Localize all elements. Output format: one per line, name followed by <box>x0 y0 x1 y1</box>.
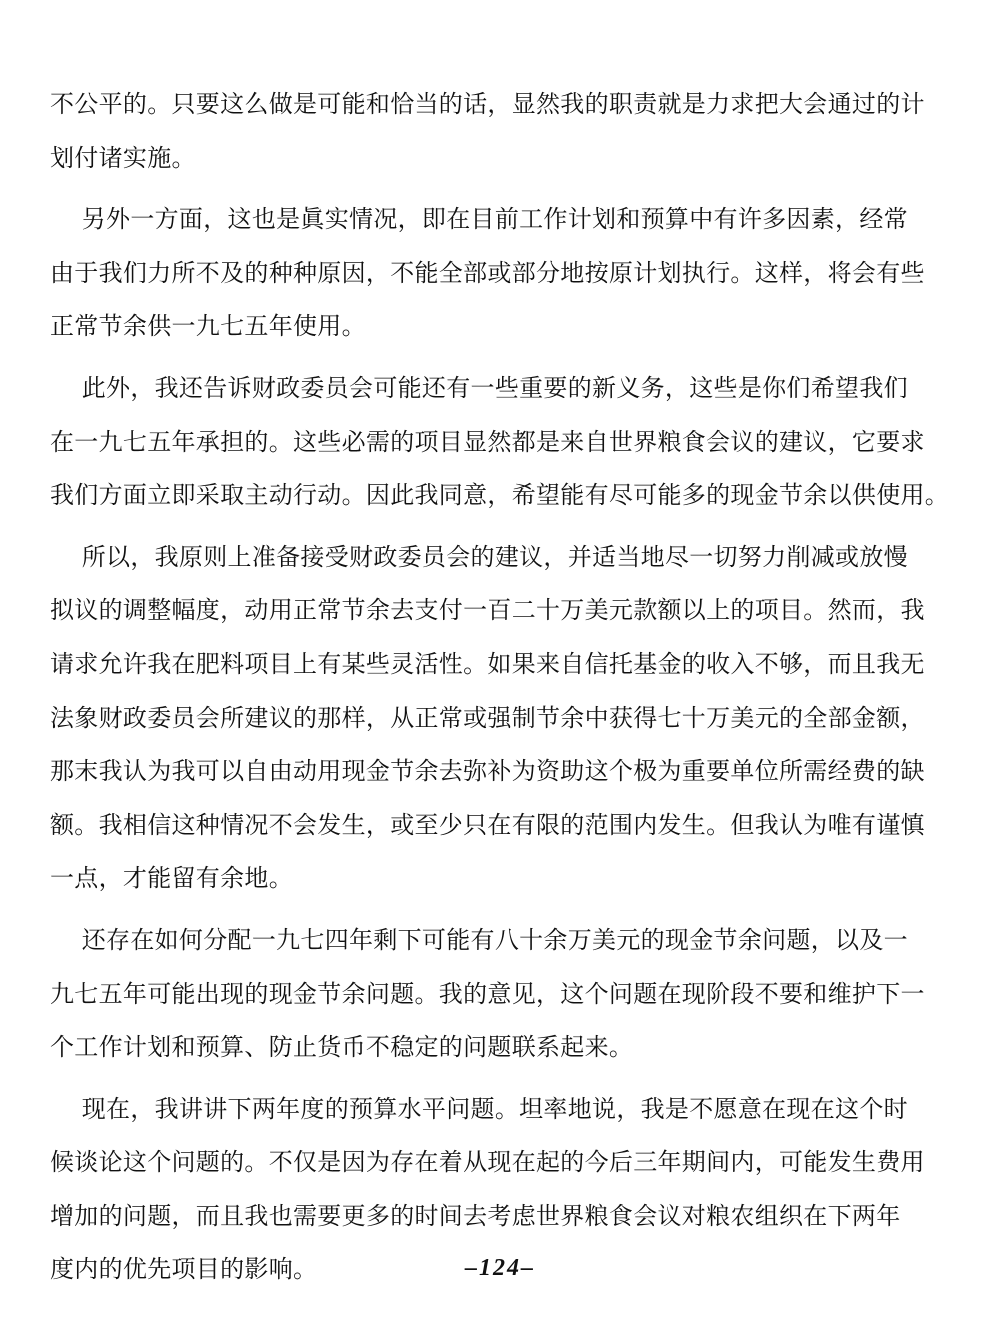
text-line: 正常节余供一九七五年使用。 <box>50 312 366 341</box>
text-line: 不公平的。只要这么做是可能和恰当的话，显然我的职责就是力求把大会通过的计 <box>50 90 925 118</box>
text-line: 此外，我还告诉财政委员会可能还有一些重要的新义务，这些是你们希望我们 <box>50 373 908 402</box>
text-line: 另外一方面，这也是眞实情况，即在目前工作计划和预算中有许多因素，经常 <box>50 205 908 234</box>
text-line: 拟议的调整幅度，动用正常节余去支付一百二十万美元款额以上的项目。然而，我 <box>50 596 925 625</box>
text-line: 度内的优先项目的影响。 <box>50 1255 318 1284</box>
text-line: 一点，才能留有余地。 <box>50 864 293 893</box>
text-line: 由于我们力所不及的种种原因，不能全部或部分地按原计划执行。这样，将会有些 <box>50 258 925 287</box>
text-line: 我们方面立即采取主动行动。因此我同意，希望能有尽可能多的现金节余以供使用。 <box>50 481 950 510</box>
text-line: 那末我认为我可以自由动用现金节余去弥补为资助这个极为重要单位所需经费的缺 <box>50 757 925 786</box>
text-line: 请求允许我在肥料项目上有某些灵活性。如果来自信托基金的收入不够，而且我无 <box>50 649 925 678</box>
text-line: 划付诸实施。 <box>50 143 196 172</box>
text-line: 还存在如何分配一九七四年剩下可能有八十余万美元的现金节余问题，以及一 <box>50 925 908 954</box>
text-line: 增加的问题，而且我也需要更多的时间去考虑世界粮食会议对粮农组织在下两年 <box>50 1201 901 1230</box>
text-line: 个工作计划和预算、防止货币不稳定的问题联系起来。 <box>50 1033 634 1062</box>
text-line: 候谈论这个问题的。不仅是因为存在着从现在起的今后三年期间内，可能发生费用 <box>50 1148 925 1177</box>
text-line: 法象财政委员会所建议的那样，从正常或强制节余中获得七十万美元的全部金额， <box>50 703 925 732</box>
text-line: 在一九七五年承担的。这些必需的项目显然都是来自世界粮食会议的建议，它要求 <box>50 427 925 456</box>
body-text <box>50 78 950 1297</box>
text-line: 额。我相信这种情况不会发生，或至少只在有限的范围内发生。但我认为唯有谨慎 <box>50 810 925 839</box>
text-line: 现在，我讲讲下两年度的预算水平问题。坦率地说，我是不愿意在现在这个时 <box>50 1094 908 1123</box>
text-line: 九七五年可能出现的现金节余问题。我的意见，这个问题在现阶段不要和维护下一 <box>50 979 925 1008</box>
page-number: –124– <box>465 1255 535 1281</box>
text-line: 所以，我原则上准备接受财政委员会的建议，并适当地尽一切努力削减或放慢 <box>50 542 908 571</box>
